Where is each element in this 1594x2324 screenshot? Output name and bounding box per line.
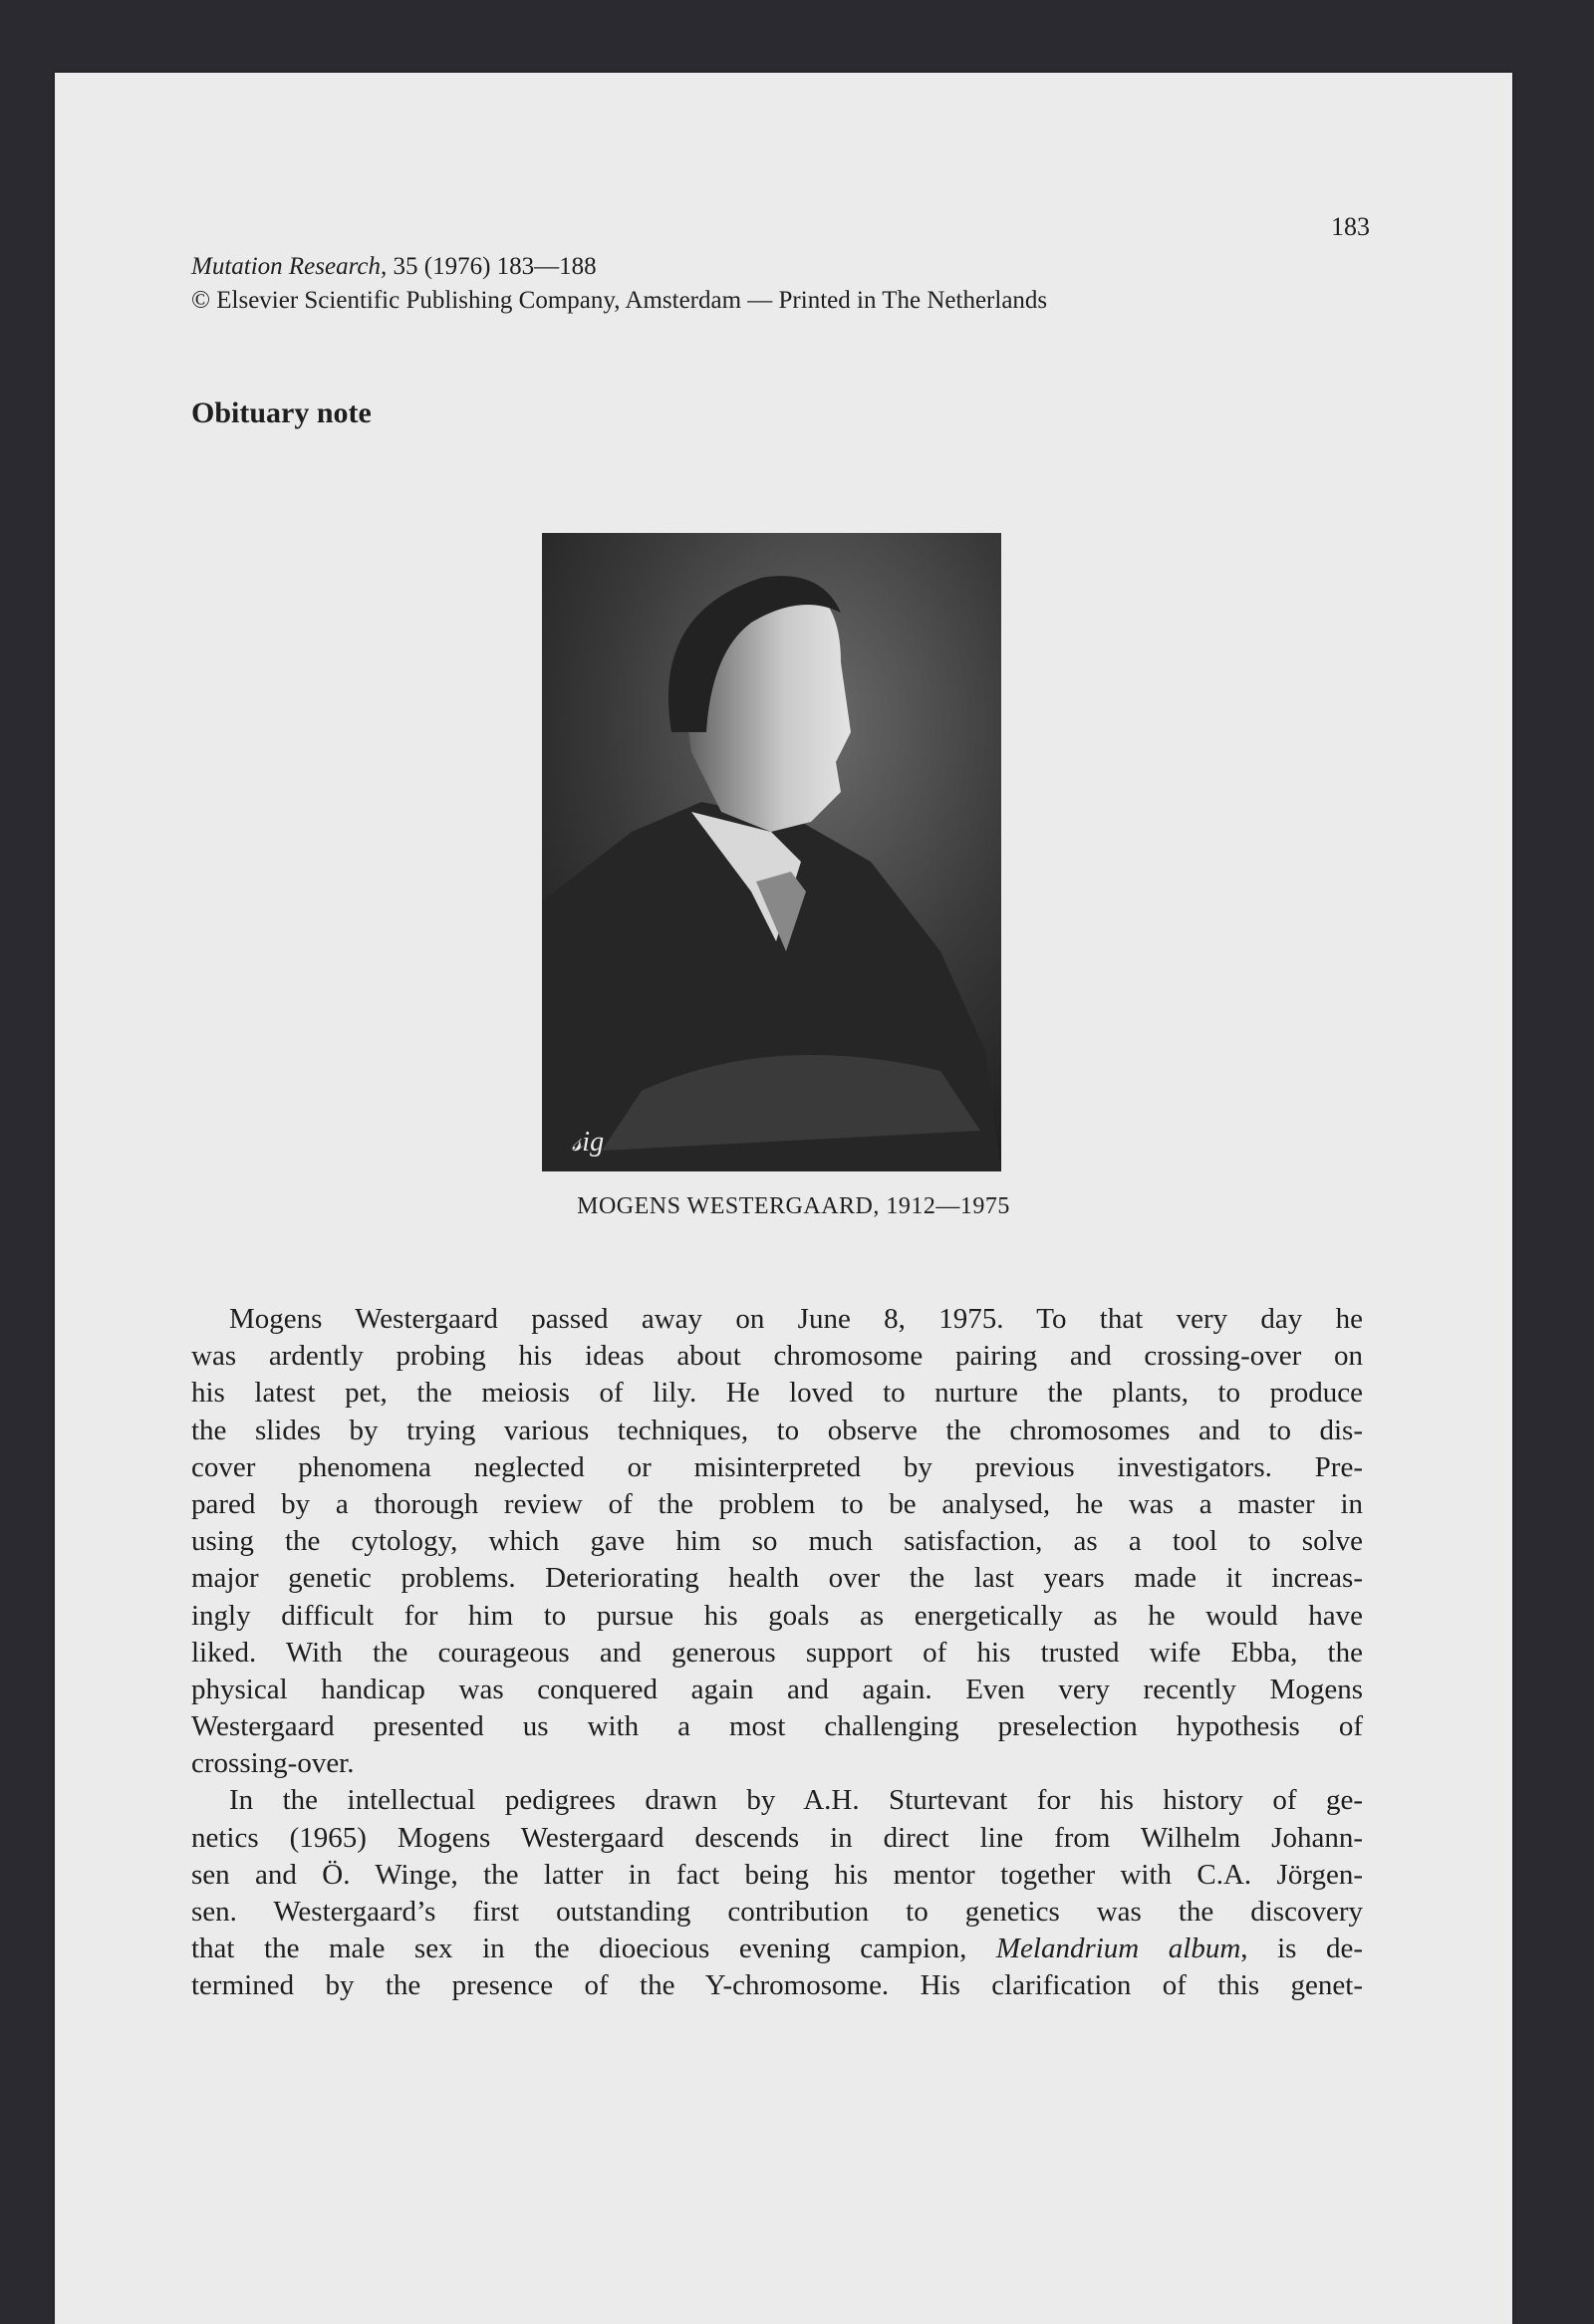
text-line: ingly difficult for him to pursue his goals as energetically as he would have [191,1599,1363,1632]
text-line: physical handicap was conquered again and again. Even very recently Mogens [191,1673,1363,1705]
photographer-signature: 𝓈ig [572,1127,605,1158]
text-line: the slides by trying various techniques, to observe the chromosomes and to dis- [191,1414,1363,1446]
text-line: major genetic problems. Deteriorating health over the last years made it increas- [191,1562,1363,1595]
journal-citation: 35 (1976) 183—188 [387,253,597,280]
text-line: sen and Ö. Winge, the latter in fact being his mentor together with C.A. Jörgen- [191,1858,1363,1891]
text-line [191,1931,1363,1967]
journal-name: Mutation Research, [191,253,388,280]
text-line: was ardently probing his ideas about chromosome pairing and crossing-over on [191,1340,1363,1373]
page-number: 183 [1331,212,1370,241]
text-line: crossing-over. [191,1747,355,1780]
text-line: Westergaard presented us with a most challenging preselection hypothesis of [191,1710,1363,1743]
document-page [55,73,1512,2324]
text-line: sen. Westergaard’s first outstanding contribution to genetics was the discovery [191,1896,1363,1928]
text-line: pared by a thorough review of the problem to be analysed, he was a master in [191,1487,1363,1520]
body-text [191,1301,1363,2005]
text-line: In the intellectual pedigrees drawn by A.H. Sturtevant for his history of ge- [229,1784,1363,1817]
portrait-photo [542,533,1001,1171]
copyright-line: © Elsevier Scientific Publishing Company, Amsterdam — Printed in The Netherlands [191,287,1048,314]
journal-header [191,250,1047,318]
text-line: using the cytology, which gave him so much satisfaction, as a tool to solve [191,1525,1363,1558]
text-span: that the male sex in the dioecious evening campion, [191,1933,996,1965]
species-name: Melandrium album [995,1933,1241,1965]
text-line: termined by the presence of the Y-chromosome. His clarification of this genet- [191,1969,1363,2002]
photo-caption: MOGENS WESTERGAARD, 1912—1975 [577,1193,1010,1219]
section-heading: Obituary note [191,396,372,429]
text-span: , is de- [1240,1933,1364,1965]
text-line: Mogens Westergaard passed away on June 8, 1975. To that very day he [229,1303,1363,1335]
text-line: his latest pet, the meiosis of lily. He loved to nurture the plants, to produce [191,1377,1363,1410]
text-line: cover phenomena neglected or misinterpreted by previous investigators. Pre- [191,1450,1363,1483]
text-line: netics (1965) Mogens Westergaard descends in direct line from Wilhelm Johann- [191,1821,1363,1854]
text-line: liked. With the courageous and generous support of his trusted wife Ebba, the [191,1636,1363,1669]
